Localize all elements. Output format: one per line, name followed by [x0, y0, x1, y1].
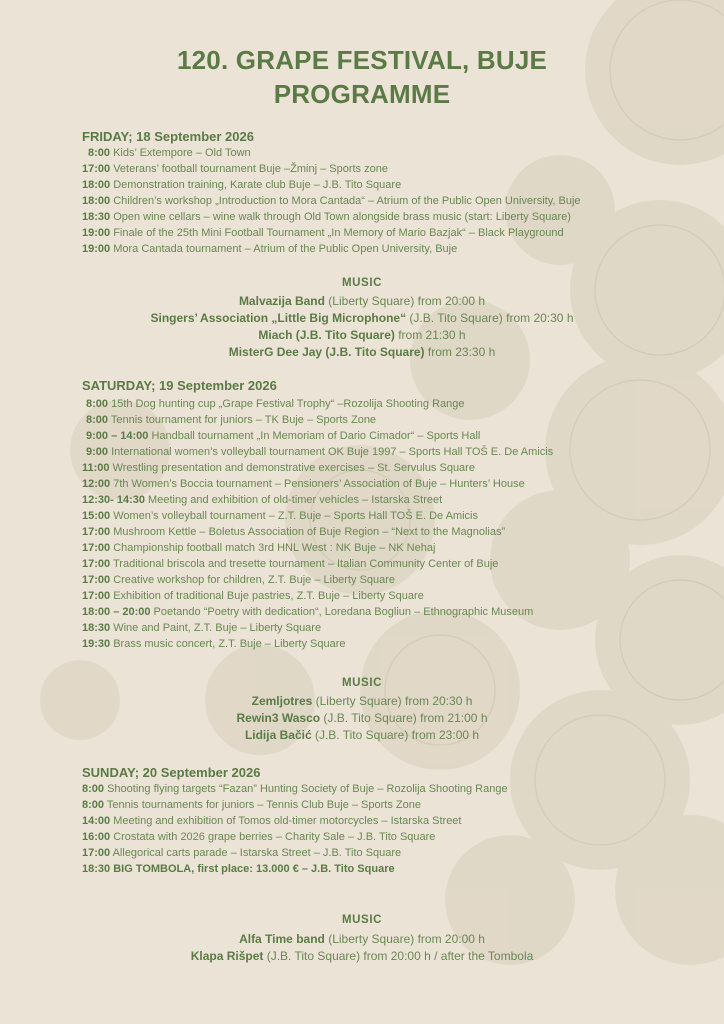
tombola-item: 18:30 BIG TOMBOLA, first place: 13.000 € – J.B. Tito Square: [82, 863, 395, 875]
list-item: 12:30- 14:30 Meeting and exhibition of old-timer vehicles – Istarska Street: [82, 494, 443, 506]
list-item: 17:00 Exhibition of traditional Buje pastries, Z.T. Buje – Liberty Square: [82, 590, 424, 602]
list-item: 8:00 Kids’ Extempore – Old Town: [88, 147, 251, 159]
list-item: 19:00 Mora Cantada tournament – Atrium of the Public Open University, Buje: [82, 243, 458, 255]
list-item: 8:00 Tennis tournament for juniors – TK Buje – Sports Zone: [86, 414, 377, 426]
list-item: 16:00 Crostata with 2026 grape berries – Charity Sale – J.B. Tito Square: [82, 831, 436, 843]
saturday-heading: SATURDAY; 19 September 2026: [82, 378, 277, 393]
list-item: 11:00 Wrestling presentation and demonstrative exercises – St. Servulus Square: [82, 462, 475, 474]
page-subtitle: PROGRAMME: [273, 79, 451, 109]
list-item: 17:00 Championship football match 3rd HNL West : NK Buje – NK Nehaj: [82, 542, 436, 554]
list-item: 18:30 Wine and Paint, Z.T. Buje – Liberty Square: [82, 622, 322, 634]
list-item: 17:00 Traditional briscola and tresette tournament – Italian Community Center of Buje: [82, 558, 499, 570]
music-item: Singers’ Association „Little Big Microphone“ (J.B. Tito Square) from 20:30 h: [150, 311, 574, 325]
saturday-music-heading: MUSIC: [341, 677, 383, 689]
list-item: 8:00 15th Dog hunting cup „Grape Festival Trophy“ –Rozolija Shooting Range: [86, 398, 465, 410]
music-item: Rewin3 Wasco (J.B. Tito Square) from 21:00 h: [236, 711, 488, 725]
list-item: 17:00 Veterans’ football tournament Buje –Žminj – Sports zone: [82, 163, 388, 175]
list-item: 12:00 7th Women’s Boccia tournament – Pensioners’ Association of Buje – Hunters’ House: [82, 478, 525, 490]
music-item: Zemljotres (Liberty Square) from 20:30 h: [251, 694, 473, 708]
list-item: 17:00 Mushroom Kettle – Boletus Association of Buje Region – “Next to the Magnolias”: [82, 526, 506, 538]
music-item: Miach (J.B. Tito Square) from 21:30 h: [258, 328, 466, 342]
list-item: 15:00 Women’s volleyball tournament – Z.T. Buje – Sports Hall TOŠ E. De Amicis: [82, 510, 478, 522]
music-item: Lidija Bačić (J.B. Tito Square) from 23:00 h: [244, 728, 480, 742]
list-item: 9:00 – 14:00 Handball tournament „In Memoriam of Dario Cimador“ – Sports Hall: [86, 430, 481, 442]
list-item: 17:00 Creative workshop for children, Z.T. Buje – Liberty Square: [82, 574, 396, 586]
sunday-heading: SUNDAY; 20 September 2026: [82, 765, 261, 780]
list-item: 19:30 Brass music concert, Z.T. Buje – Liberty Square: [82, 638, 346, 650]
music-item: Klapa Rišpet (J.B. Tito Square) from 20:00 h / after the Tombola: [190, 949, 534, 963]
list-item: 18:00 – 20:00 Poetando “Poetry with dedication“, Loredana Bogliun – Ethnographic Museum: [82, 606, 534, 618]
list-item: 17:00 Allegorical carts parade – Istarska Street – J.B. Tito Square: [82, 847, 402, 859]
friday-heading: FRIDAY; 18 September 2026: [82, 129, 254, 144]
list-item: 14:00 Meeting and exhibition of Tomos old-timer motorcycles – Istarska Street: [82, 815, 462, 827]
music-item: Malvazija Band (Liberty Square) from 20:00 h: [238, 294, 486, 308]
list-item: 18:00 Children’s workshop „Introduction to Mora Cantada“ – Atrium of the Public Open University, Buje: [82, 195, 581, 207]
list-item: 18:00 Demonstration training, Karate club Buje – J.B. Tito Square: [82, 179, 402, 191]
music-item: MisterG Dee Jay (J.B. Tito Square) from 23:30 h: [228, 345, 496, 359]
list-item: 18:30 Open wine cellars – wine walk through Old Town alongside brass music (start: Liberty Square): [82, 211, 571, 223]
list-item: 9:00 International women’s volleyball tournament OK Buje 1997 – Sports Hall TOŠ E. De Amicis: [86, 446, 554, 458]
sunday-music-heading: MUSIC: [341, 914, 383, 926]
list-item: 8:00 Shooting flying targets “Fazan” Hunting Society of Buje – Rozolija Shooting Range: [82, 783, 508, 795]
list-item: 8:00 Tennis tournaments for juniors – Tennis Club Buje – Sports Zone: [82, 799, 421, 811]
friday-music-heading: MUSIC: [341, 277, 383, 289]
music-item: Alfa Time band (Liberty Square) from 20:00 h: [239, 932, 485, 946]
page-title: 120. GRAPE FESTIVAL, BUJE: [176, 45, 548, 75]
list-item: 19:00 Finale of the 25th Mini Football Tournament „In Memory of Mario Bazjak“ – Black Playground: [82, 227, 564, 239]
